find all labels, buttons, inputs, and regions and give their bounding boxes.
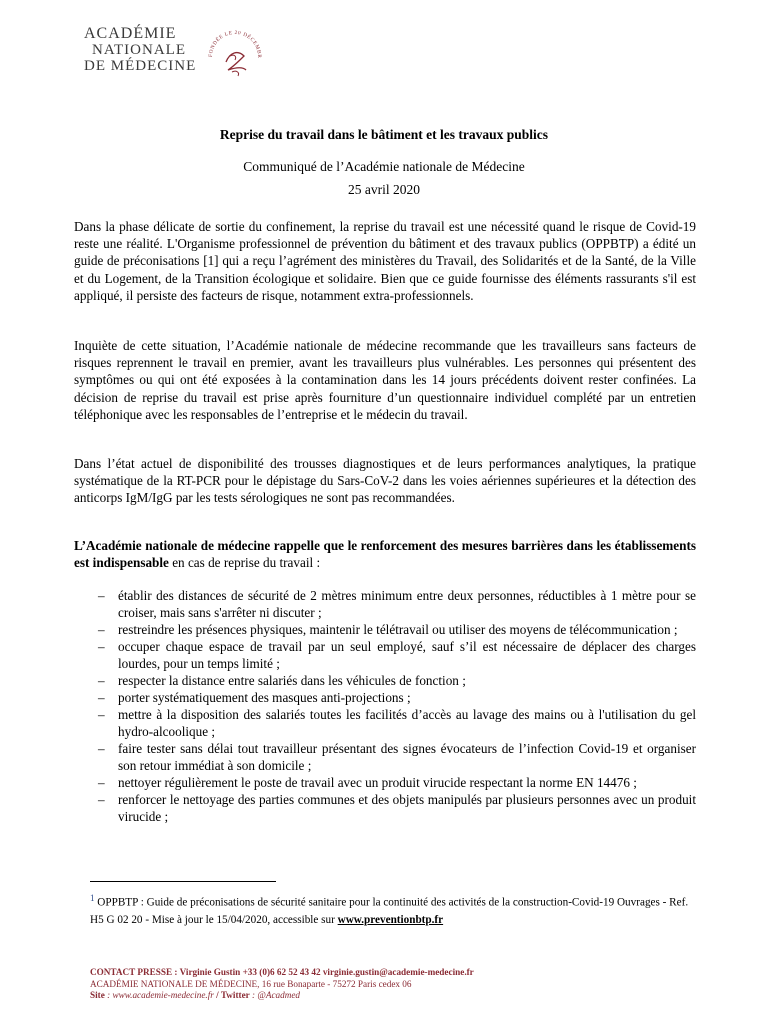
footer-twitter-label: / Twitter [213,990,250,1000]
list-item [74,622,696,639]
footnote-link[interactable]: www.preventionbtp.fr [337,913,444,926]
list-item [74,639,696,672]
paragraph-2: Inquiète de cette situation, l’Académie nationale de médecine recommande que les travailleurs sans facteurs de risques reprennent le travail en premier, avant les travailleurs plus vulnérables. Les personnes qui présentent des symptômes ou qui ont été exposées à la contamination dans les 14 jours précédents doivent rester confinées. La décision de reprise du travail est prise après fourniture d’un questionnaire individuel complété par un entretien téléphonique avec les responsables de l’entreprise et le médecin du travail. [74,338,696,422]
paragraph-4 [74,537,696,571]
list-item-text: nettoyer régulièrement le poste de travail avec un produit virucide respectant la norme EN 14476 ; [118,775,637,791]
page-footer [90,967,690,1002]
bullet-marker: – [98,588,105,603]
footer-site-label: Site [90,990,105,1000]
list-item [74,792,696,825]
bullet-marker: – [98,639,105,655]
bullet-marker: – [98,707,105,723]
list-item [74,690,696,707]
list-item-text: occuper chaque espace de travail par un seul employé, sauf s’il est nécessaire de déplacer des charges lourdes, pour un temps limité ; [118,639,696,671]
footer-site-link[interactable]: : www.academie-medecine.fr [104,990,214,1000]
footnote-divider [90,881,276,882]
paragraph-4-rest: en cas de reprise du travail : [168,555,321,571]
list-item-text: faire tester sans délai tout travailleur présentant des signes évocateurs de l’infection Covid-19 et organiser son retour immédiat à son domicile ; [118,741,696,773]
footer-contact-text[interactable]: : Virginie Gustin +33 (0)6 62 52 43 42 virginie.gustin@academie-medecine.fr [172,967,474,977]
paragraph-4-emphasis: L’Académie nationale de médecine rappelle que le renforcement des mesures barrières dans les établissements est indispensable [74,538,696,571]
list-item [74,673,696,690]
footnote [90,890,690,929]
list-item-text: restreindre les présences physiques, maintenir le télétravail ou utiliser des moyens de télécommunication ; [118,621,678,637]
academie-seal-icon [204,26,266,88]
logo-wordmark [84,26,196,74]
list-item-text: établir des distances de sécurité de 2 mètres minimum entre deux personnes, réductibles à 1 mètre pour se croiser, mais sans s'arrêter ni discuter ; [118,588,696,620]
logo-line-1: ACADÉMIE [84,25,177,42]
document-subtitle: Communiqué de l’Académie nationale de Médecine [243,159,525,174]
recommendations-list [74,588,696,826]
bullet-marker: – [98,672,105,688]
list-item-text: respecter la distance entre salariés dans les véhicules de fonction ; [118,672,466,688]
bullet-marker: – [98,792,105,808]
list-item [74,588,696,621]
footer-twitter-link[interactable]: : @Acadmed [249,990,301,1000]
logo-line-3: DE MÉDECINE [84,58,197,74]
list-item [74,775,696,792]
list-item-text: mettre à la disposition des salariés toutes les facilités d’accès au lavage des mains ou à l'utilisation du gel hydro-alcoolique ; [118,707,696,739]
footer-contact [90,967,690,979]
bullet-marker: – [98,621,105,637]
bullet-marker: – [98,690,105,706]
paragraph-1: Dans la phase délicate de sortie du confinement, la reprise du travail est une nécessité quand le risque de Covid-19 reste une réalité. L'Organisme professionnel de prévention du bâtiment et des travaux publics (OPPBTP) a édité un guide de préconisations [1] qui a reçu l’agrément des ministères du Travail, des Solidarités et de la Santé, de la Ville et du Logement, de la Transition écologique et solidaire. Bien que ce guide fournisse des éléments rassurants s'il est appliqué, il persiste des facteurs de risque, notamment extra-professionnels. [74,219,696,303]
list-item [74,707,696,740]
seal-text: FONDÉE LE 20 DÉCEMBR [207,29,263,59]
academie-logo [84,25,263,74]
footnote-text: OPPBTP : Guide de préconisations de sécurité sanitaire pour la continuité des activités de la construction-Covid-19 Ouvrages - Ref. H5 G 02 20 - Mise à jour le 15/04/2020, accessible sur [90,896,689,926]
footer-address: ACADÉMIE NATIONALE DE MÉDECINE, 16 rue Bonaparte - 75272 Paris cedex 06 [90,978,412,989]
document-title: Reprise du travail dans le bâtiment et les travaux publics [219,127,549,142]
list-item-text: renforcer le nettoyage des parties communes et des objets manipulés par plusieurs personnes avec un produit virucide ; [118,792,696,824]
logo-line-2: NATIONALE [92,42,186,58]
footer-site [90,990,690,1002]
list-item-text: porter systématiquement des masques anti-projections ; [118,690,411,706]
footer-contact-label: CONTACT PRESSE [90,967,173,977]
bullet-marker: – [98,741,105,757]
paragraph-3: Dans l’état actuel de disponibilité des trousses diagnostiques et de leurs performances analytiques, la pratique systématique de la RT-PCR pour le dépistage du Sars-CoV-2 dans les voies aériennes supérieures et la détection des anticorps IgM/IgG par les tests sérologiques ne sont pas recommandées. [74,456,696,506]
footnote-number: 1 [90,893,95,903]
document-date: 25 avril 2020 [348,182,420,197]
list-item [74,741,696,774]
bullet-marker: – [98,775,105,791]
